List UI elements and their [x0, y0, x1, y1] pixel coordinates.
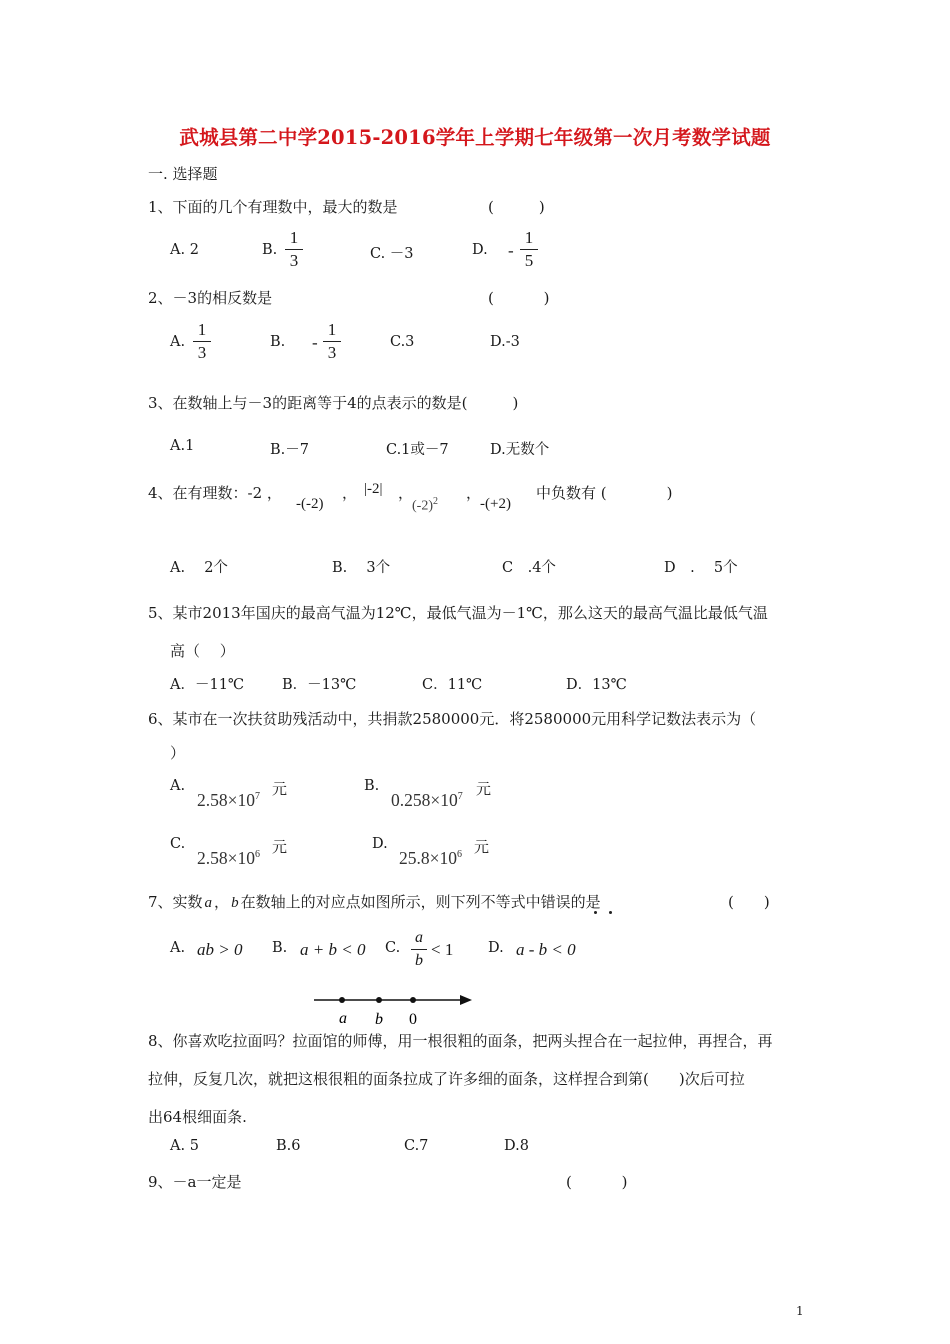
number-line-point-a — [339, 997, 345, 1003]
number-line-point-zero — [410, 997, 416, 1003]
q1-b-fraction-bar — [285, 249, 303, 250]
q7-option-d-expr: a - b < 0 — [516, 940, 576, 959]
q1-option-b-label: B. — [262, 242, 278, 258]
q7-option-c-label: C. — [385, 940, 401, 956]
q8-option-d: D.8 — [504, 1138, 529, 1154]
q4-comma-2: ， — [398, 484, 414, 502]
q6-option-a-label: A. — [170, 778, 186, 794]
q7-stem-comma: ， — [214, 893, 230, 911]
exam-title: 武城县第二中学2015-2016学年上学期七年级第一次月考数学试题 — [179, 126, 771, 149]
q7-stem-post: 在数轴上的对应点如图所示，则下列不等式中 — [240, 893, 541, 911]
q8-option-b: B.6 — [276, 1138, 301, 1154]
q3-option-c: C.1或－7 — [386, 442, 449, 458]
q9-answer-paren: ( ) — [566, 1173, 628, 1191]
q1-option-c: C. －3 — [370, 246, 414, 262]
q1-option-a: A. 2 — [170, 242, 199, 258]
q2-b-numerator: 1 — [327, 320, 337, 339]
q6-a-exponent: 7 — [255, 791, 260, 803]
q6-option-d-label: D. — [372, 836, 388, 852]
q4-expr-neg-2-squared — [412, 496, 438, 515]
q6-stem-line-2: ） — [170, 744, 186, 762]
q4-option-c: C .4个 — [502, 560, 556, 576]
q6-a-mantissa: 2.58×10 — [197, 790, 255, 810]
q3-option-a: A.1 — [170, 438, 195, 454]
page-number: 1 — [796, 1304, 804, 1318]
q6-d-exponent: 6 — [457, 849, 462, 861]
q2-b-denominator: 3 — [327, 343, 337, 362]
q2-option-c: C.3 — [390, 334, 415, 350]
q7-stem — [148, 891, 601, 912]
q7-option-c-fraction — [411, 928, 427, 971]
q6-c-unit: 元 — [272, 838, 288, 856]
q1-d-denominator: 5 — [524, 251, 534, 270]
q7-stem-end: 的是 — [570, 893, 601, 911]
q4-option-d: D . 5个 — [664, 560, 738, 576]
q3-option-d: D.无数个 — [490, 442, 550, 458]
q6-stem: 6、某市在一次扶贫助残活动中，共捐款2580000元．将2580000元用科学记数法表示为（ — [148, 710, 757, 728]
q7-option-a-label: A. — [170, 940, 186, 956]
number-line-label-a: a — [339, 1010, 347, 1027]
q2-option-a-fraction — [193, 320, 211, 363]
q4-option-a: A. 2个 — [170, 560, 228, 576]
q7-answer-paren: ( ) — [728, 893, 770, 911]
q2-option-a-label: A. — [170, 334, 186, 350]
q7-var-a: a — [204, 895, 213, 911]
q7-c-denominator: b — [415, 952, 423, 969]
q8-option-c: C.7 — [404, 1138, 429, 1154]
q2-stem: 2、－3的相反数是 — [148, 289, 273, 307]
q4-expr3-exponent: 2 — [433, 496, 438, 507]
q6-option-a-value — [197, 790, 260, 811]
q6-a-unit: 元 — [272, 780, 288, 798]
q6-option-c-value — [197, 848, 260, 869]
q4-option-b: B. 3个 — [332, 560, 391, 576]
q4-expr-abs-neg-2: |-2| — [364, 481, 383, 497]
q7-c-fraction-bar — [411, 949, 427, 950]
q4-comma-3: ， — [466, 484, 482, 502]
q7-emphasized-word: 错误 — [540, 893, 571, 911]
q4-tail: 中负数有 ( ) — [536, 484, 673, 502]
q6-d-unit: 元 — [474, 838, 490, 856]
q7-option-d-label: D. — [488, 940, 504, 956]
q8-stem-line-2: 拉伸，反复几次，就把这根很粗的面条拉成了许多细的面条，这样捏合到第( )次后可拉 — [148, 1070, 745, 1088]
q5-stem-line-2: 高（ ） — [170, 642, 235, 660]
q6-option-d-value — [399, 848, 462, 869]
q2-b-fraction-bar — [323, 341, 341, 342]
q6-option-b-value — [391, 790, 463, 811]
q1-b-numerator: 1 — [289, 228, 299, 247]
q7-number-line — [310, 988, 480, 1028]
q2-b-sign: - — [312, 333, 318, 352]
q4-stem: 4、在有理数：-2 ， — [148, 484, 282, 502]
q1-d-fraction-bar — [520, 249, 538, 250]
q5-option-c: C．11℃ — [422, 677, 483, 693]
q2-option-b-fraction — [323, 320, 341, 363]
q7-option-b-label: B. — [272, 940, 288, 956]
q5-option-b: B．－13℃ — [282, 677, 357, 693]
q1-option-b-fraction — [285, 228, 303, 271]
q2-option-d: D.-3 — [490, 334, 520, 350]
q1-option-d-label: D. — [472, 242, 488, 258]
q1-option-d-fraction — [520, 228, 538, 271]
q4-expr-neg-pos-2: -(+2) — [480, 496, 511, 512]
q1-answer-paren: ( ) — [488, 198, 545, 216]
q6-option-c-label: C. — [170, 836, 186, 852]
q2-answer-paren: ( ) — [488, 289, 550, 307]
q7-stem-pre: 7、实数 — [148, 893, 203, 911]
q7-option-a-expr: ab > 0 — [197, 940, 243, 959]
q2-a-numerator: 1 — [197, 320, 207, 339]
q1-d-sign: - — [508, 241, 514, 260]
q6-option-b-label: B. — [364, 778, 380, 794]
q2-option-b-label: B. — [270, 334, 286, 350]
q4-comma-1: ， — [342, 484, 358, 502]
q7-var-b: b — [231, 895, 239, 911]
q1-d-numerator: 1 — [524, 228, 534, 247]
q7-emphasis-dot-2 — [609, 911, 612, 914]
q2-a-denominator: 3 — [197, 343, 207, 362]
q3-option-b: B.－7 — [270, 442, 309, 458]
q7-option-b-expr: a + b < 0 — [300, 940, 366, 959]
q8-option-a: A. 5 — [170, 1138, 199, 1154]
q8-stem-line-1: 8、你喜欢吃拉面吗？拉面馆的师傅，用一根很粗的面条，把两头捏合在一起拉伸，再捏合，再 — [148, 1032, 773, 1050]
q7-c-numerator: a — [415, 929, 423, 946]
q2-a-fraction-bar — [193, 341, 211, 342]
number-line-arrow-icon — [460, 995, 472, 1005]
section-heading: 一. 选择题 — [148, 165, 218, 183]
q5-option-a: A．－11℃ — [170, 677, 245, 693]
number-line-point-b — [376, 997, 382, 1003]
q5-stem: 5、某市2013年国庆的最高气温为12℃，最低气温为－1℃，那么这天的最高气温比最低气温 — [148, 604, 768, 622]
q5-option-d: D．13℃ — [566, 677, 627, 693]
q9-stem: 9、－a一定是 — [148, 1173, 242, 1191]
q7-option-c-rest: < 1 — [431, 940, 454, 959]
q4-expr-neg-neg-2: -(-2) — [296, 496, 324, 512]
number-line-label-zero: 0 — [409, 1011, 417, 1028]
q3-stem: 3、在数轴上与－3的距离等于4的点表示的数是( ) — [148, 394, 519, 412]
number-line-label-b: b — [375, 1011, 383, 1028]
q6-c-mantissa: 2.58×10 — [197, 848, 255, 868]
q1-stem: 1、下面的几个有理数中，最大的数是 — [148, 198, 398, 216]
q1-b-denominator: 3 — [289, 251, 299, 270]
q4-expr3-base: (-2) — [412, 498, 433, 514]
q8-stem-line-3: 出64根细面条. — [148, 1108, 247, 1126]
q6-d-mantissa: 25.8×10 — [399, 848, 457, 868]
q6-c-exponent: 6 — [255, 849, 260, 861]
q6-b-mantissa: 0.258×10 — [391, 790, 458, 810]
q6-b-unit: 元 — [476, 780, 492, 798]
q7-emphasis-dot-1 — [594, 911, 597, 914]
q6-b-exponent: 7 — [457, 791, 463, 803]
